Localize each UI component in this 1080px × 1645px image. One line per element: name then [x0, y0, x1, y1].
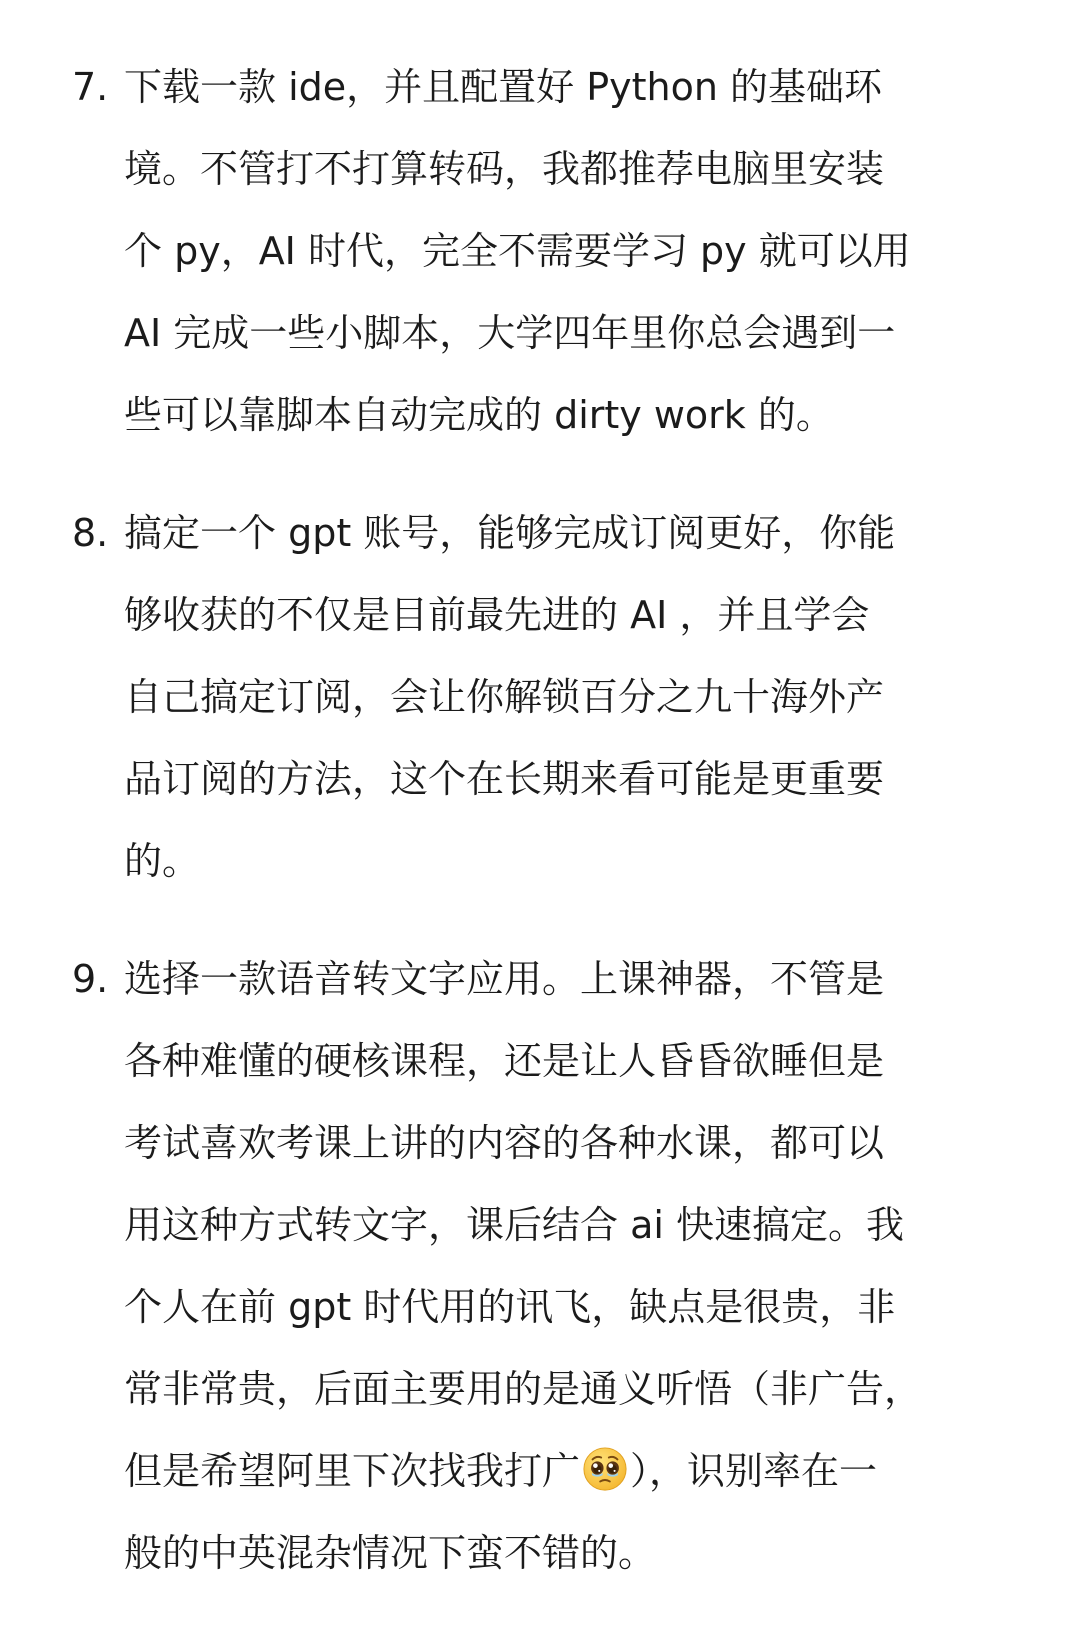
text-line: 品订阅的方法，这个在长期来看可能是更重要 — [124, 757, 885, 801]
text-segment: 但是希望阿里下次找我打广 — [124, 1449, 581, 1493]
text-segment: ），识别率在一 — [630, 1449, 878, 1493]
text-line: 常非常贵，后面主要用的是通义听悟（非广告， — [124, 1367, 923, 1411]
text-line: 个 py，AI 时代，完全不需要学习 py 就可以用 — [124, 229, 911, 273]
text-line: 搞定一个 gpt 账号，能够完成订阅更好，你能 — [124, 511, 896, 555]
text-line: AI 完成一些小脚本，大学四年里你总会遇到一 — [124, 311, 896, 355]
list-item-9 — [72, 938, 1020, 1594]
text-line: 的。 — [124, 839, 201, 883]
text-line: 下载一款 ide，并且配置好 Python 的基础环 — [124, 65, 883, 109]
list-item-text — [124, 938, 1020, 1594]
list-item-7 — [72, 46, 1020, 456]
text-line: 些可以靠脚本自动完成的 dirty work 的。 — [124, 393, 834, 437]
text-line: 个人在前 gpt 时代用的讯飞，缺点是很贵，非 — [124, 1285, 896, 1329]
list-number: 7. — [72, 65, 109, 109]
text-line: 各种难懂的硬核课程，还是让人昏昏欲睡但是 — [124, 1039, 885, 1083]
list-number: 9. — [72, 957, 109, 1001]
text-line: 考试喜欢考课上讲的内容的各种水课，都可以 — [124, 1121, 885, 1165]
text-line: 选择一款语音转文字应用。上课神器，不管是 — [124, 957, 885, 1001]
pleading-face-emoji-icon — [582, 1446, 628, 1492]
list-item-text — [124, 492, 1020, 902]
list-item-8 — [72, 492, 1020, 902]
text-line: 自己搞定订阅，会让你解锁百分之九十海外产 — [124, 675, 885, 719]
text-line-with-emoji — [124, 1430, 1020, 1512]
text-line: 够收获的不仅是目前最先进的 AI ，并且学会 — [124, 593, 870, 637]
list-item-text — [124, 46, 1020, 456]
text-line: 境。不管打不打算转码，我都推荐电脑里安装 — [124, 147, 885, 191]
text-line: 般的中英混杂情况下蛮不错的。 — [124, 1531, 657, 1575]
list-number: 8. — [72, 511, 109, 555]
text-line: 用这种方式转文字，课后结合 ai 快速搞定。我 — [124, 1203, 905, 1247]
